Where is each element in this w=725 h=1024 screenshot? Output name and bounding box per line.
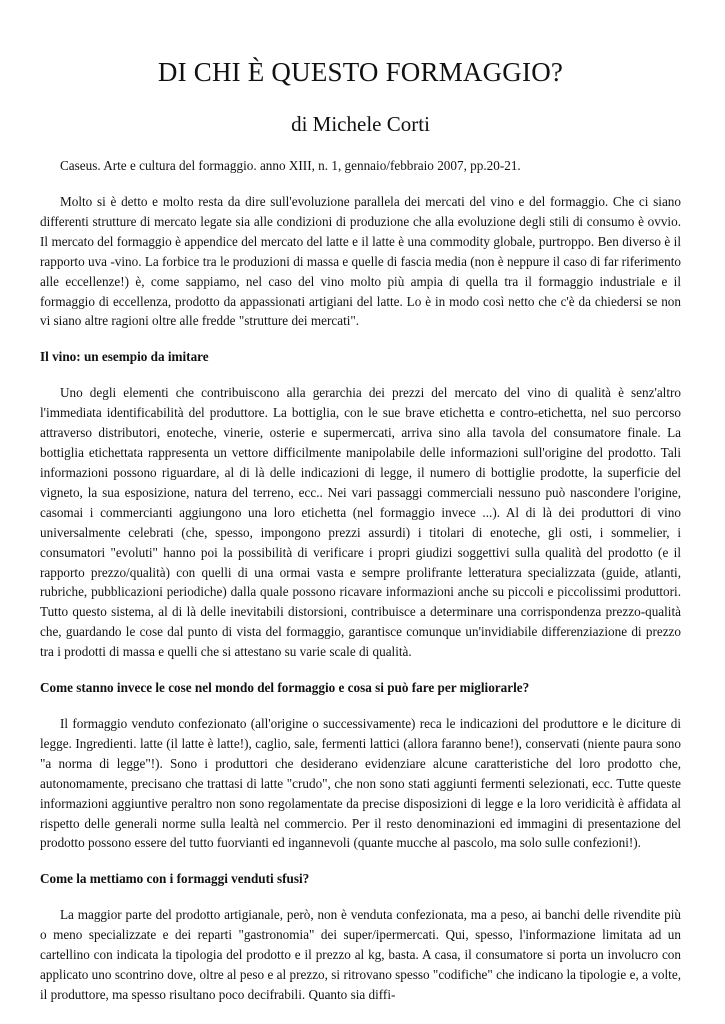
document-title: DI CHI È QUESTO FORMAGGIO?: [157, 57, 564, 87]
paragraph-wine: Uno degli elementi che contribuiscono alla gerarchia dei prezzi del mercato del vino di qualità è senz'altro l'immediata identificabilità del produttore. La bottiglia, con le sue brave etichetta e contro-etichetta, nel suo percorso attraverso distributori, enoteche, vinerie, osterie e supermercati, arriva sino alla tavola del consumatore finale. La bottiglia etichettata rappresenta un vettore difficilmente manipolabile delle informazioni sull'origine del prodotto. Tali informazioni possono riguardare, al di là delle indicazioni di legge, il numero di bottiglie prodotte, la superficie del vigneto, la sua esposizione, natura del terreno, ecc.. Nei vari passaggi commerciali nessuno può nascondere l'origine, casomai i commercianti aggiungono una loro etichetta (nel formaggio invece ...). Al di là dei produttori di vino universalmente celebrati (che, spesso, impongono prezzi assurdi) i titolari di enoteche, gli osti, i sommelier, i consumatori "evoluti" hanno poi la possibilità di verificare i propri giudizi soggettivi sulla qualità del prodotto (e il rapporto prezzo/qualità) con quelli di una ormai vasta e sempre prolifrante letteratura specializzata (guide, atlanti, rubriche, pubblicazioni periodiche) dalla quale possono ricavare informazioni anche su piccoli e piccolissimi produttori. Tutto questo sistema, al di là delle inevitabili distorsioni, contribuisce a determinare una corrispondenza prezzo-qualità che, guardando le cose dal punto di vista del formaggio, garantisce comunque un'invidiabile differenziazione di prezzo tra i prodotti di massa e quelli che si attestano su varie scale di qualità.: [40, 385, 681, 660]
section-heading-loose-cheese: Come la mettiamo con i formaggi venduti sfusi?: [40, 871, 310, 887]
paragraph-intro: Molto si è detto e molto resta da dire sull'evoluzione parallela dei mercati del vino e del formaggio. Che ci siano differenti strutture di mercato legate sia alle condizioni di produzione che alla evoluzione degli stili di consumo è ovvio. Il mercato del formaggio è appendice del mercato del latte e il latte è una commodity globale, purtroppo. Ben diverso è il rapporto uva -vino. La forbice tra le produzioni di massa e quelle di fascia media (non è neppure il caso di far riferimento alle eccellenze!) è, come sappiamo, nel caso del vino molto più ampia di quella tra il formaggio industriale e il formaggio di eccellenza, prodotto da appassionati artigiani del latte. Lo è in modo così netto che c'è da chiedersi se non vi siano altre ragioni oltre alle fredde "strutture dei mercati".: [40, 194, 681, 329]
citation: Caseus. Arte e cultura del formaggio. anno XIII, n. 1, gennaio/febbraio 2007, pp.20-21.: [60, 158, 521, 173]
document-page: [40, 52, 681, 1005]
paragraph-packaged-cheese: Il formaggio venduto confezionato (all'origine o successivamente) reca le indicazioni del produttore e le diciture di legge. Ingredienti. latte (il latte è latte!), caglio, sale, fermenti lattici (allora faranno bene!), conservati (niente paura sono "a norma di legge"!). Sono i produttori che desiderano evidenziare alcune caratteristiche del loro prodotto che, autonomamente, precisano che trattasi di latte "crudo", che non sono stati aggiunti fermenti selezionati, ecc. Tutte queste informazioni aggiuntive peraltro non sono regolamentate da precise disposizioni di legge e la loro veridicità è affidata al rispetto delle generali norme sulla lealtà nel commercio. Per il resto denominazioni ed immagini di presentazione del prodotto possono essere del tutto fuorvianti ed ingannevoli (quante mucche al pascolo, ma solo sulle confezioni!).: [40, 716, 681, 851]
author-line: di Michele Corti: [291, 112, 430, 136]
section-heading-wine: Il vino: un esempio da imitare: [40, 349, 209, 365]
paragraph-loose-cheese: La maggior parte del prodotto artigianale, però, non è venduta confezionata, ma a peso, ai banchi delle rivendite più o meno specializzate e dei reparti "gastronomia" dei super/ipermercati. Qui, spesso, l'informazione limitata ad un cartellino con indicata la tipologia del prodotto e il prezzo al kg, basta. A casa, il consumatore si porta un involucro con applicato uno scontrino dove, oltre al peso e al prezzo, si ritrovano spesso "codifiche" che indicano la tipologie e, a volte, il produttore, ma spesso risultano poco decifrabili. Quanto sia diffi-: [40, 907, 681, 1002]
section-heading-cheese-world: Come stanno invece le cose nel mondo del formaggio e cosa si può fare per migliorarle?: [40, 680, 530, 696]
